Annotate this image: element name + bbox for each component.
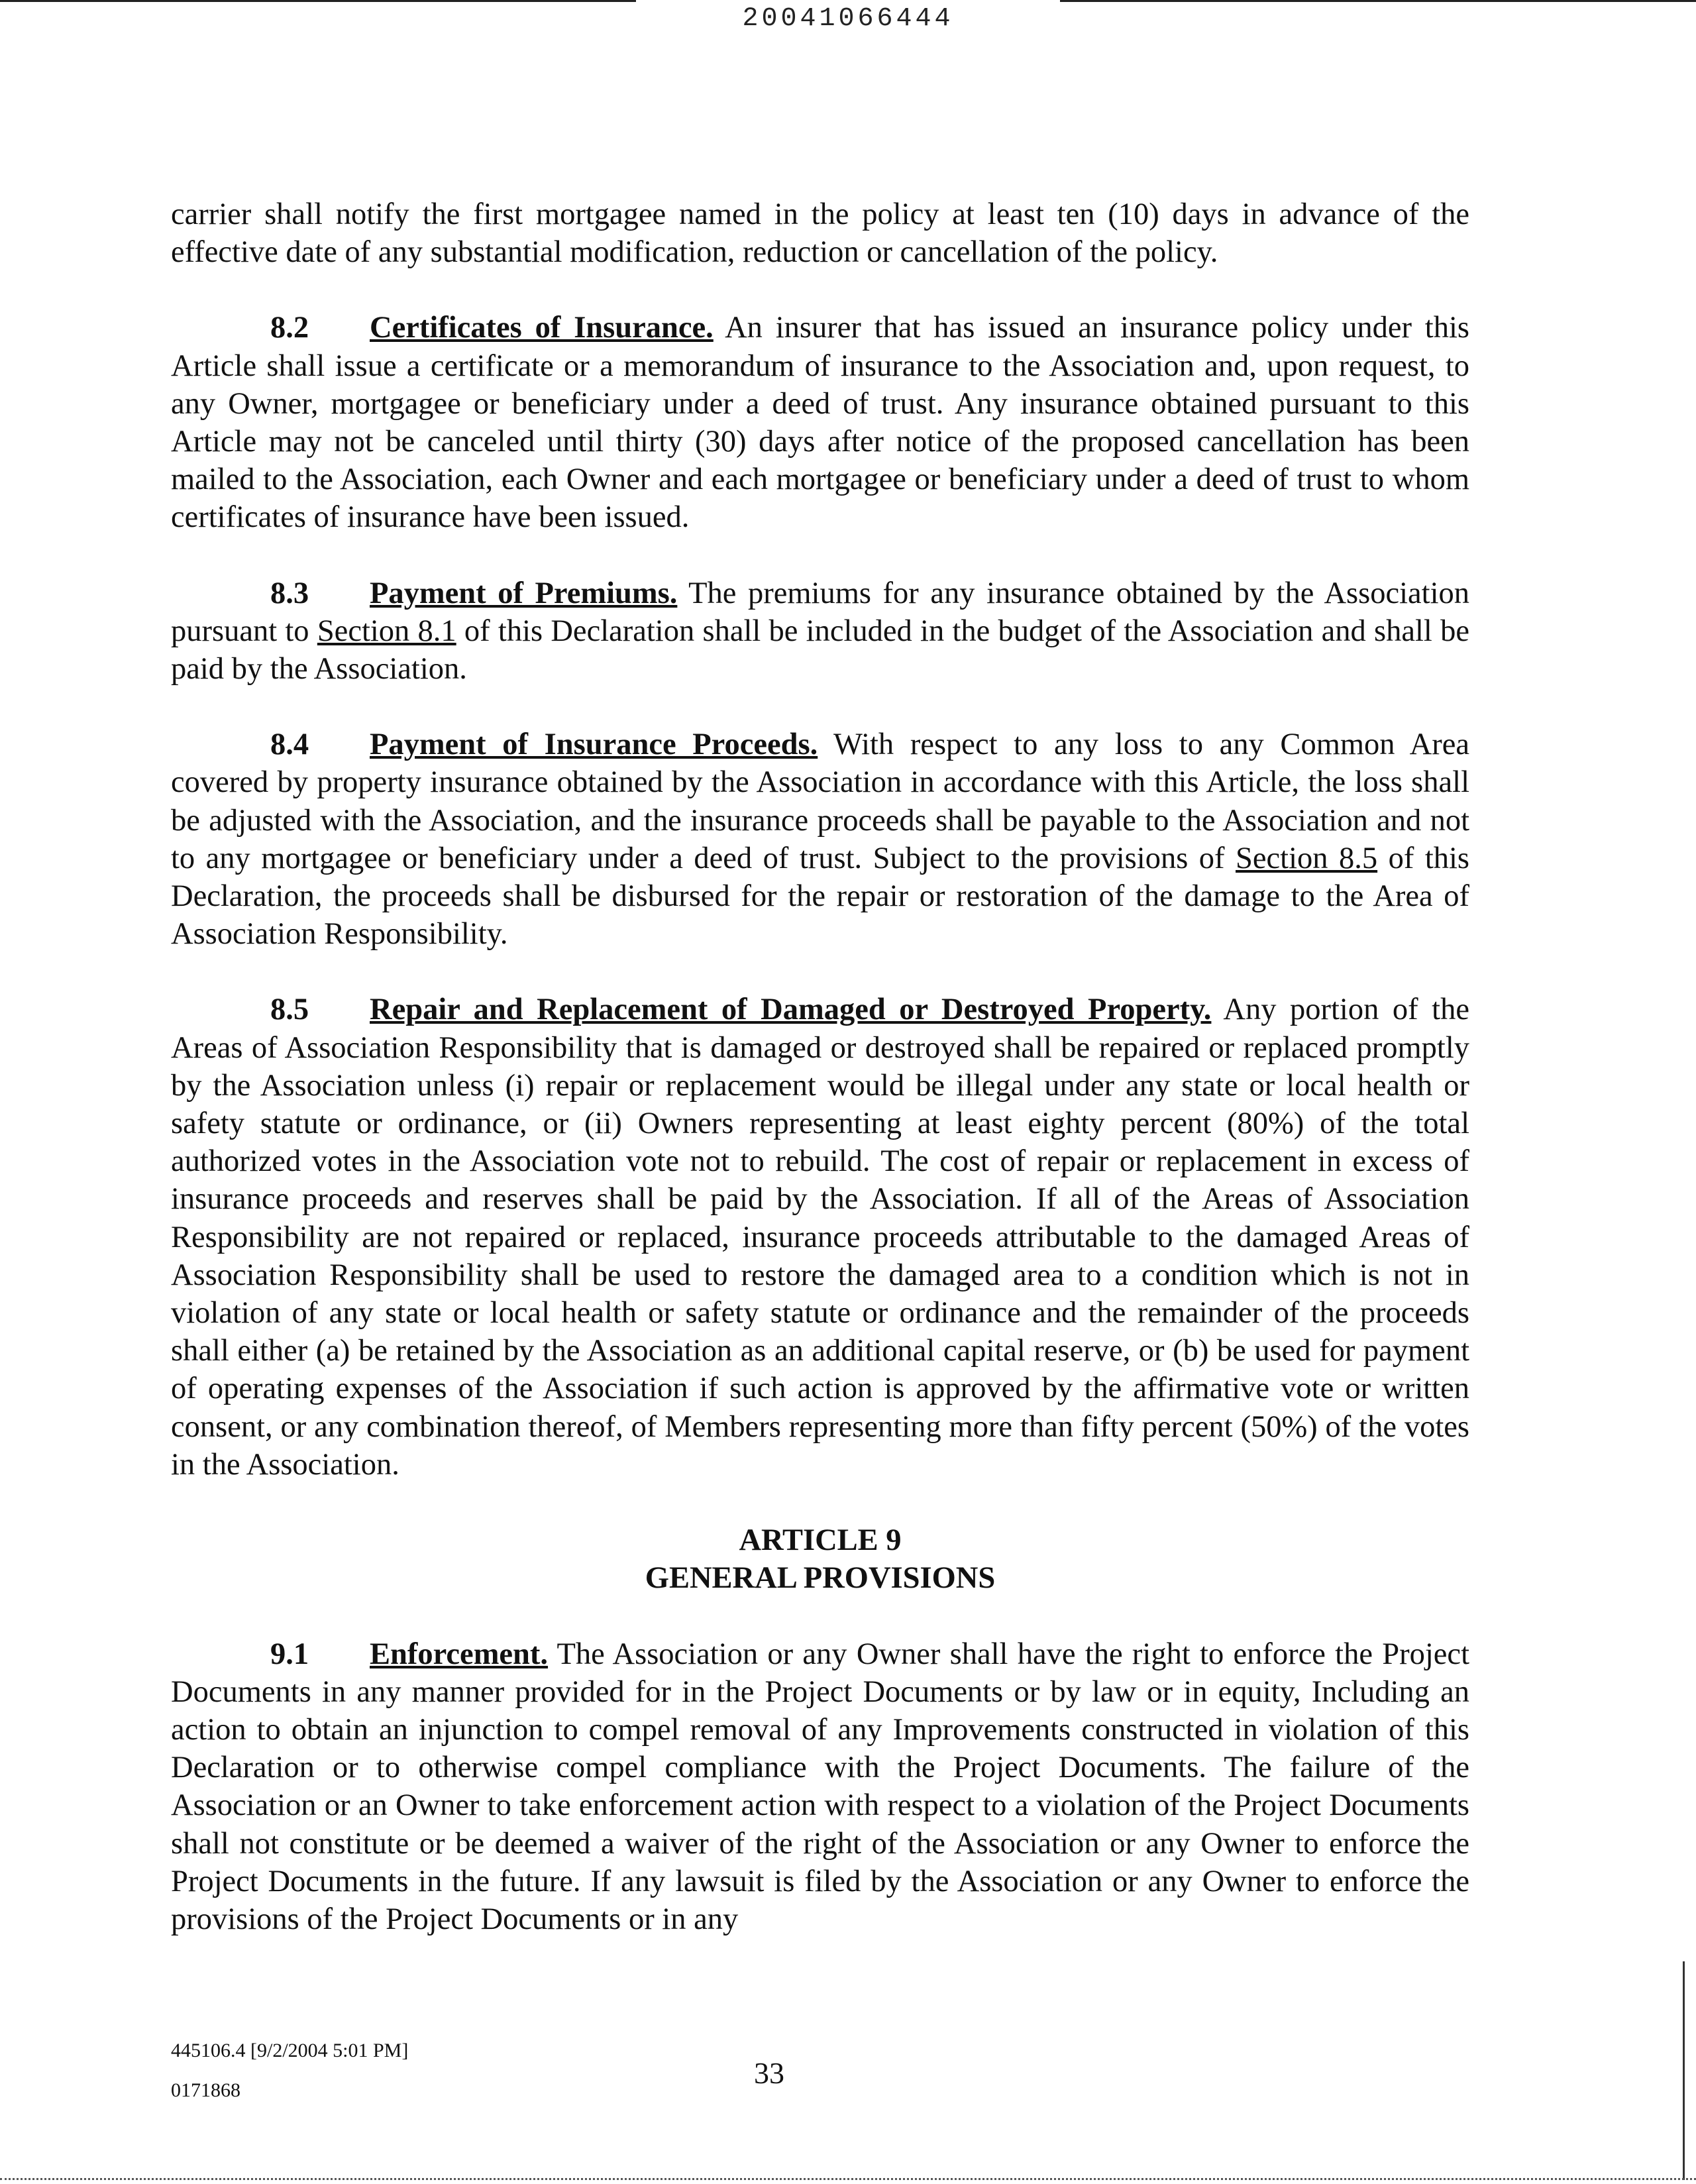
section-text: The Association or any Owner shall have the right to enforce the Project Documents in any manner provided for in the Project Documents or by law or in equity, Including an action to obtain an injunction to compel removal of any Improvements constructed in violation of this Declaration or to otherwise compel compliance with the Project Documents. The failure of the Association or an Owner to take enforcement action with respect to a violation of the Project Documents shall not constitute or be deemed a waiver of the right of the Association or any Owner to enforce the Project Documents in the future. If any lawsuit is filed by the Association or any Owner to enforce the provisions of the Project Documents or in any [171,1637,1469,1936]
section-text: An insurer that has issued an insurance policy under this Article shall issue a certificate or a memorandum of insurance to the Association and, upon request, to any Owner, mortgagee or beneficiary under a deed of trust. Any insurance obtained pursuant to this Article may not be canceled until thirty (30) days after notice of the proposed cancellation has been mailed to the Association, each Owner and each mortgagee or beneficiary under a deed of trust to whom certificates of insurance have been issued. [171,311,1469,535]
article-subtitle: GENERAL PROVISIONS [645,1561,996,1596]
section-heading: Certificates of Insurance. [370,311,714,345]
section-cross-reference: Section 8.5 [1236,841,1378,875]
section-heading: Payment of Insurance Proceeds. [370,728,818,762]
section-heading: Repair and Replacement of Damaged or Destroyed Property. [370,993,1212,1027]
article-heading [171,1521,1469,1597]
article-title: ARTICLE 9 [739,1523,902,1558]
section-8-5 [171,991,1469,1484]
section-cross-reference: Section 8.1 [317,614,456,648]
section-heading: Enforcement. [370,1637,549,1671]
scan-edge-mark [1683,1961,1685,2180]
file-number: 0171868 [171,2079,240,2101]
section-text: of this Declaration shall be included in the budget of the Association and shall be paid by the Association. [171,614,1469,686]
bottom-border [0,2178,1696,2180]
section-8-4 [171,726,1469,953]
top-border-left [0,0,636,2]
top-border-right [1060,0,1696,2]
section-text: Any portion of the Areas of Association Responsibility that is damaged or destroyed shall be repaired or replaced promptly by the Association unless (i) repair or replacement would be illegal under any state or local health or safety statute or ordinance, or (ii) Owners representing at least eighty percent (80%) of the total authorized votes in the Association vote not to rebuild. The cost of repair or replacement in excess of insurance proceeds and reserves shall be paid by the Association. If all of the Areas of Association Responsibility are not repaired or replaced, insurance proceeds attributable to the damaged Areas of Association Responsibility shall be used to restore the damaged area to a condition which is not in violation of any state or local health or safety statute or ordinance and the remainder of the proceeds shall either (a) be retained by the Association as an additional capital reserve, or (b) be used for payment of operating expenses of the Association if such action is approved by the affirmative vote or written consent, or any combination thereof, of Members representing more than fifty percent (50%) of the votes in the Association. [171,993,1469,1482]
section-text: of this Declaration, the proceeds shall be disbursed for the repair or restoration of the damage to the Area of Association Responsibility. [171,841,1470,952]
recording-number: 20041066444 [742,4,954,34]
page-number: 33 [754,2056,784,2090]
section-text: The premiums for any insurance obtained by the Association pursuant to [171,576,1470,648]
section-heading: Payment of Premiums. [370,576,678,610]
section-9-1 [171,1635,1469,1939]
section-8-3 [171,574,1469,688]
continuation-paragraph: carrier shall notify the first mortgagee named in the policy at least ten (10) days in advance of the effective date of any substantial modification, reduction or cancellation of the policy. [171,197,1469,270]
section-number: 8.3 [270,576,309,610]
section-8-2 [171,309,1469,536]
section-number: 8.2 [270,311,309,345]
document-body [171,195,1469,1976]
document-version-stamp: 445106.4 [9/2/2004 5:01 PM] [171,2040,409,2061]
section-number: 9.1 [270,1637,309,1671]
section-text: With respect to any loss to any Common Area covered by property insurance obtained by the Association in accordance with this Article, the loss shall be adjusted with the Association, and the insurance proceeds shall be payable to the Association and not to any mortgagee or beneficiary under a deed of trust. Subject to the provisions of [171,728,1469,875]
section-number: 8.5 [270,993,309,1027]
section-number: 8.4 [270,728,309,762]
